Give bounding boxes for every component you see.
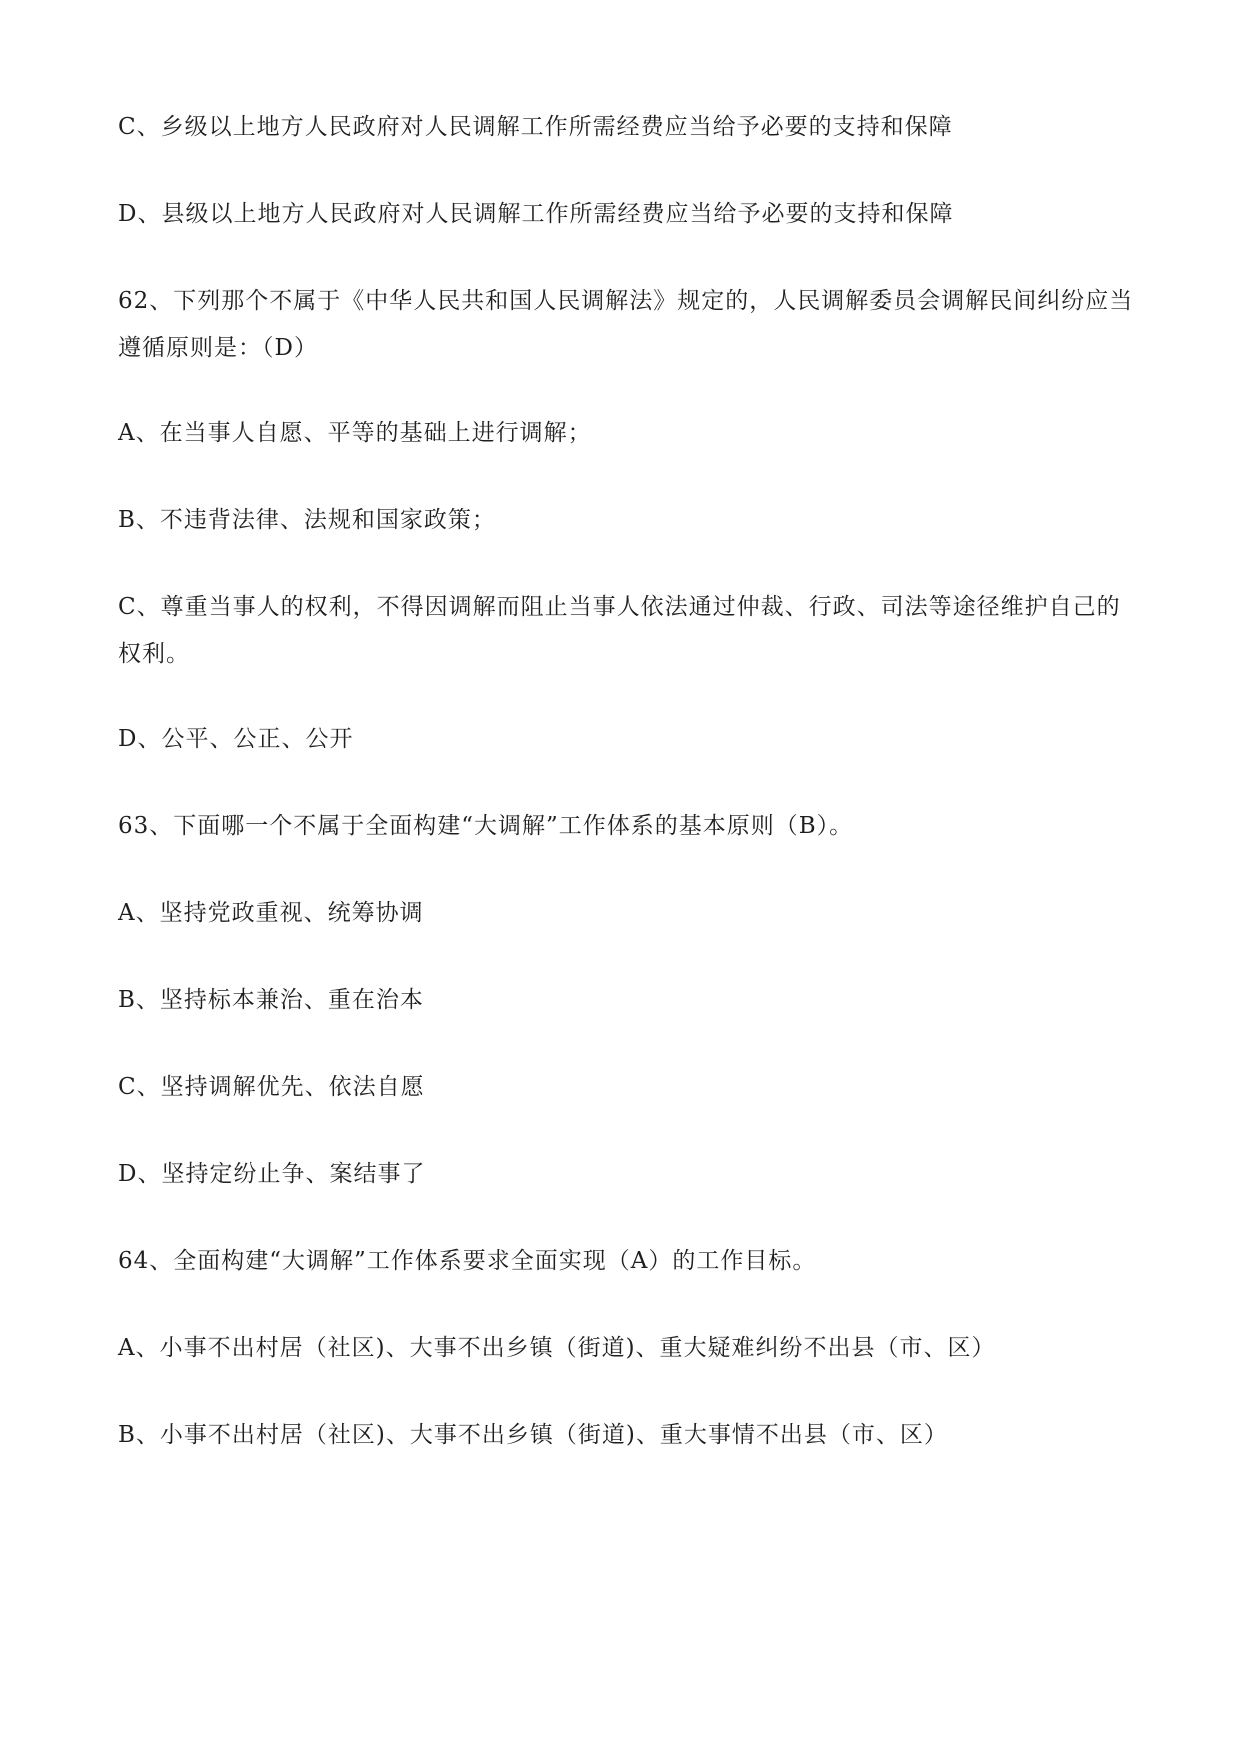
q61-option-c: C、乡级以上地方人民政府对人民调解工作所需经费应当给予必要的支持和保障 [118,114,953,140]
q63-option-a: A、坚持党政重视、统筹协调 [118,900,424,926]
q62-option-d: D、公平、公正、公开 [118,726,354,752]
q62-option-a: A、在当事人自愿、平等的基础上进行调解； [118,420,592,446]
q64-question: 64、全面构建“大调解”工作体系要求全面实现（A）的工作目标。 [118,1248,817,1274]
q62-question: 62、下列那个不属于《中华人民共和国人民调解法》规定的，人民调解委员会调解民间纠纷应当遵循原则是：（D） [118,288,1134,361]
q63-option-b: B、坚持标本兼治、重在治本 [118,987,424,1013]
q62-option-b: B、不违背法律、法规和国家政策； [118,507,496,533]
q63-question: 63、下面哪一个不属于全面构建“大调解”工作体系的基本原则（B）。 [118,813,854,839]
q61-option-d: D、县级以上地方人民政府对人民调解工作所需经费应当给予必要的支持和保障 [118,201,954,227]
q62-option-c: C、尊重当事人的权利，不得因调解而阻止当事人依法通过仲裁、行政、司法等途径维护自己的权利。 [118,594,1121,667]
q64-option-b: B、小事不出村居（社区)、大事不出乡镇（街道)、重大事情不出县（市、区） [118,1422,948,1448]
q63-option-d: D、坚持定纷止争、案结事了 [118,1161,426,1187]
q64-option-a: A、小事不出村居（社区)、大事不出乡镇（街道)、重大疑难纠纷不出县（市、区） [118,1335,996,1361]
q63-option-c: C、坚持调解优先、依法自愿 [118,1074,425,1100]
